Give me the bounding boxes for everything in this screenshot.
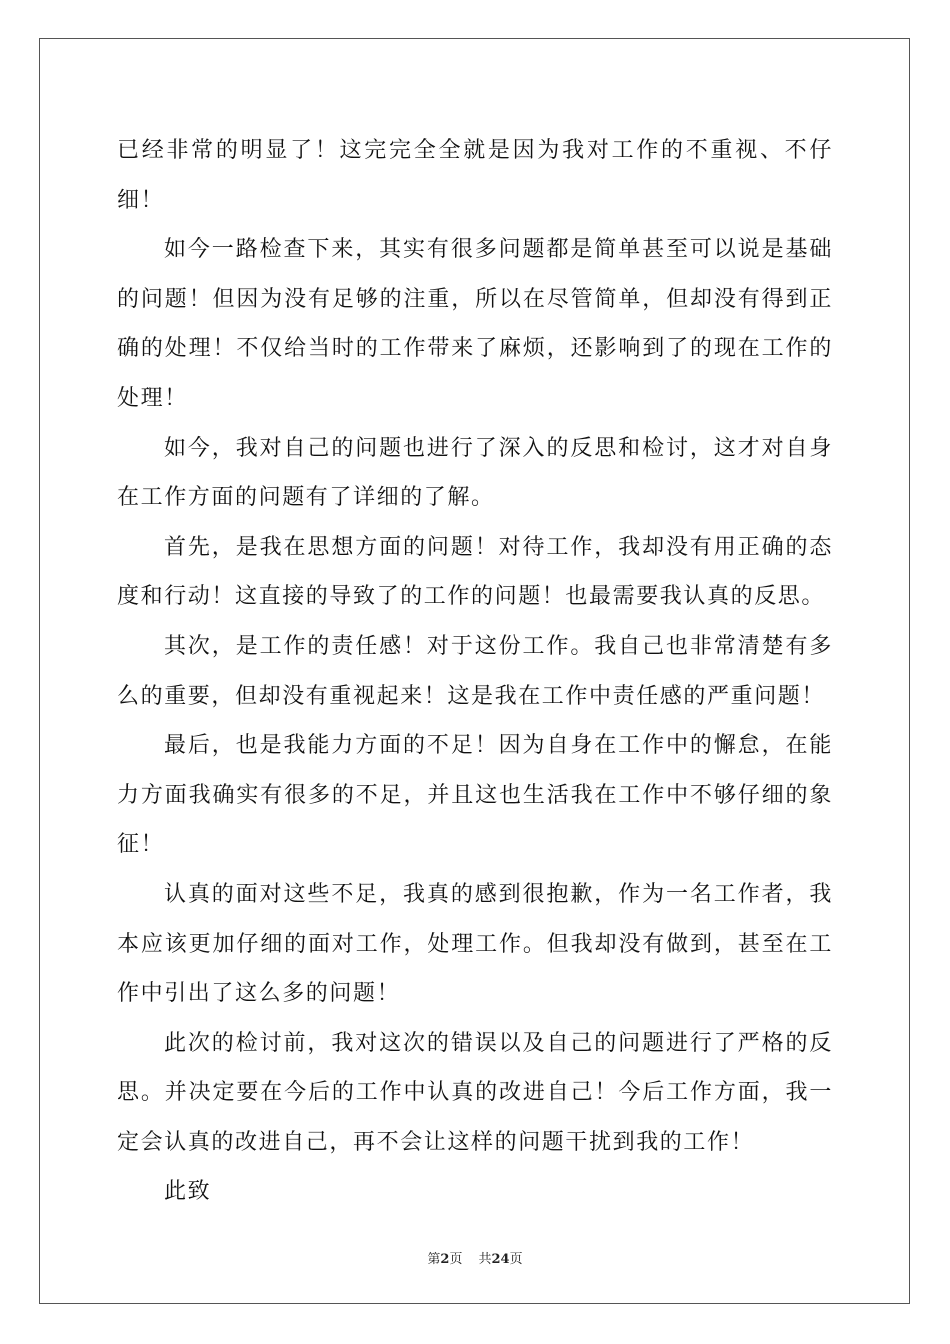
page-suffix: 页 (449, 1252, 463, 1267)
paragraph-5: 其次，是工作的责任感！对于这份工作。我自己也非常清楚有多么的重要，但却没有重视起来！这是我在工作中责任感的严重问题！ (117, 633, 833, 709)
total-suffix: 页 (509, 1252, 523, 1267)
paragraph-4: 首先，是我在思想方面的问题！对待工作，我却没有用正确的态度和行动！这直接的导致了的工作的问题！也最需要我认真的反思。 (117, 534, 833, 610)
page-footer (0, 1248, 950, 1267)
page-number: 2 (440, 1252, 450, 1267)
page-prefix: 第 (427, 1252, 441, 1267)
paragraph-3: 如今，我对自己的问题也进行了深入的反思和检讨，这才对自身在工作方面的问题有了详细的了解。 (117, 435, 833, 511)
total-pages: 24 (491, 1252, 510, 1267)
paragraph-6: 最后，也是我能力方面的不足！因为自身在工作中的懈怠，在能力方面我确实有很多的不足，并且这也生活我在工作中不够仔细的象征！ (117, 733, 833, 858)
paragraph-1: 已经非常的明显了！这完完全全就是因为我对工作的不重视、不仔细！ (117, 138, 833, 213)
closing-salutation: 此致 (164, 1179, 212, 1205)
total-prefix: 共 (478, 1252, 492, 1267)
paragraph-7: 认真的面对这些不足，我真的感到很抱歉，作为一名工作者，我本应该更加仔细的面对工作，处理工作。但我却没有做到，甚至在工作中引出了这么多的问题！ (117, 881, 833, 1007)
paragraph-8: 此次的检讨前，我对这次的错误以及自己的问题进行了严格的反思。并决定要在今后的工作中认真的改进自己！今后工作方面，我一定会认真的改进自己，再不会让这样的问题干扰到我的工作！ (117, 1030, 833, 1155)
paragraph-2: 如今一路检查下来，其实有很多问题都是简单甚至可以说是基础的问题！但因为没有足够的注重，所以在尽管简单，但却没有得到正确的处理！不仅给当时的工作带来了麻烦，还影响到了的现在工作的处理！ (117, 237, 833, 411)
document-body (117, 126, 833, 1217)
